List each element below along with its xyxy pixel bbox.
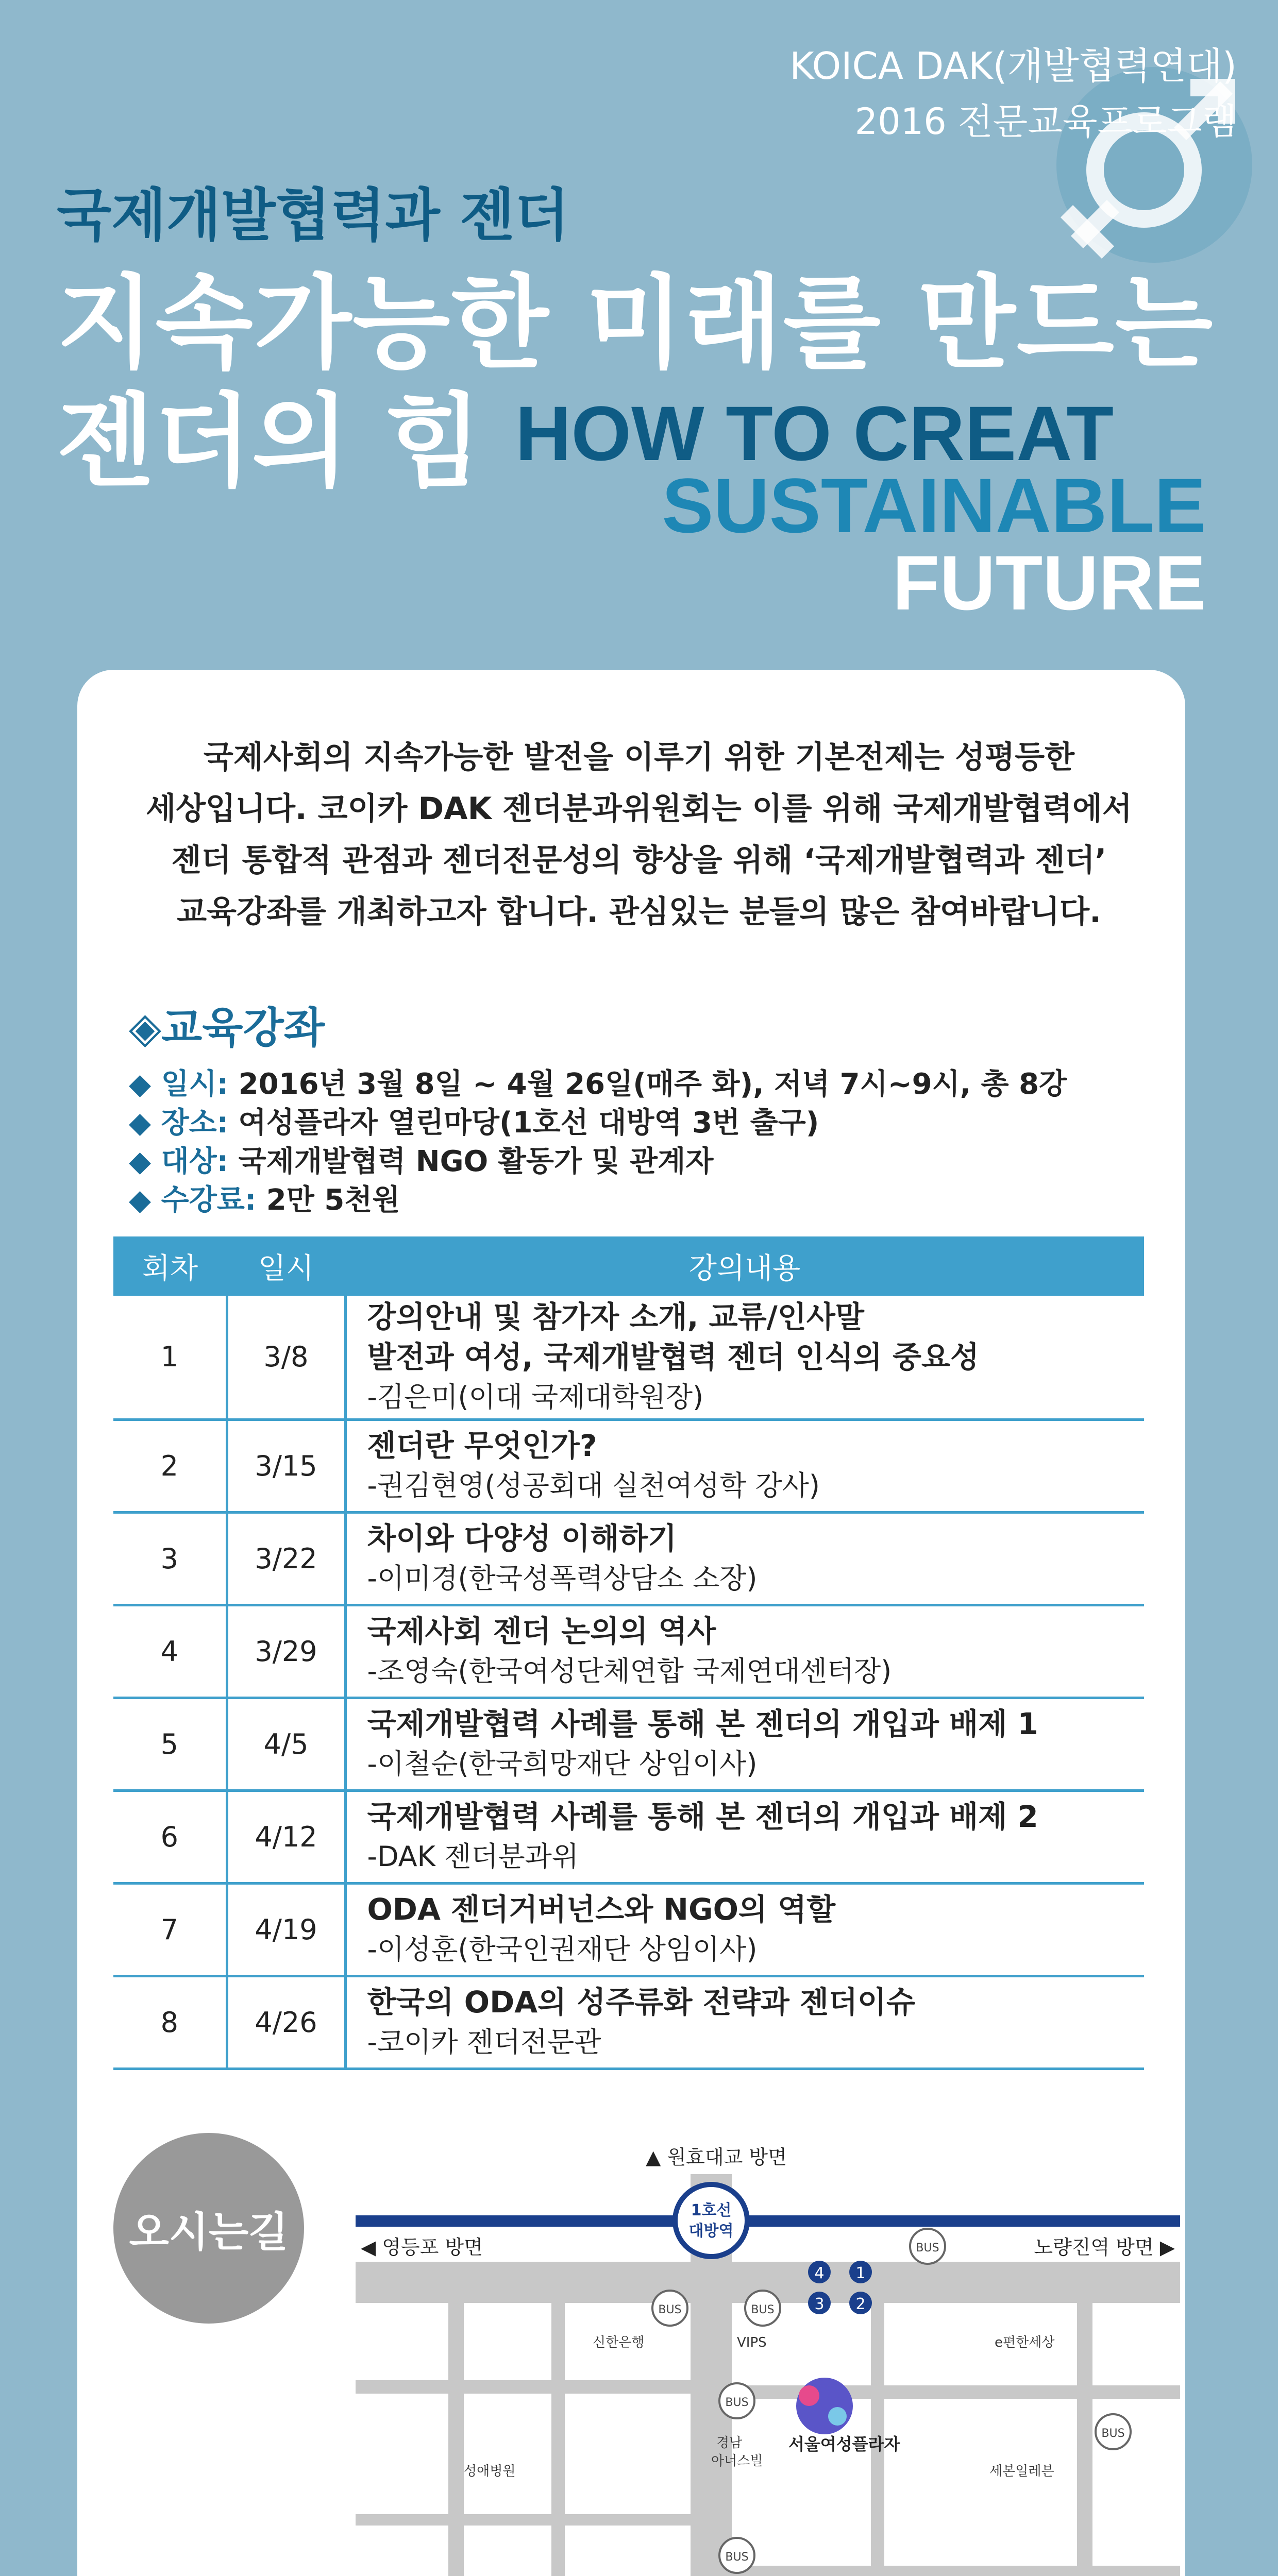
exit-number: 3 <box>814 2295 825 2313</box>
session-content <box>345 1790 1144 1883</box>
bus-stop-icon <box>652 2291 687 2326</box>
session-content <box>345 1698 1144 1790</box>
session-instructor: -이철순(한국희망재단 상임이사) <box>367 1748 758 1780</box>
session-date: 4/5 <box>227 1698 345 1790</box>
intro-line: 교육강좌를 개최하고자 합니다. 관심있는 분들의 많은 참여바랍니다. <box>177 894 1101 930</box>
table-row <box>113 1512 1144 1605</box>
column-header: 회차 <box>113 1236 227 1296</box>
organization-name: KOICA DAK(개발협력연대) <box>789 44 1237 88</box>
session-content <box>345 1512 1144 1605</box>
session-date: 4/26 <box>227 1976 345 2069</box>
table-row <box>113 1296 1144 1419</box>
session-title: 차이와 다양성 이해하기 <box>367 1521 677 1556</box>
location-map <box>356 2143 1180 2576</box>
session-instructor: -이성훈(한국인권재단 상임이사) <box>367 1933 758 1965</box>
headline-line-1: 지속가능한 미래를 만드는 <box>57 265 1214 382</box>
session-title: 젠더란 무엇인가? <box>367 1428 597 1463</box>
intro-line: 젠더 통합적 관점과 젠더전문성의 향상을 위해 ‘국제개발협력과 젠더’ <box>171 842 1107 878</box>
map-place: 성애병원 <box>464 2464 516 2479</box>
table-header-row <box>113 1236 1144 1296</box>
map-place: 아너스빌 <box>711 2453 763 2469</box>
exit-number: 4 <box>814 2264 825 2282</box>
session-title: 국제개발협력 사례를 통해 본 젠더의 개입과 배제 1 <box>367 1706 1038 1741</box>
poster-subtitle: 국제개발협력과 젠더 <box>57 182 569 248</box>
intro-line: 세상입니다. 코이카 DAK 젠더분과위원회는 이를 위해 국제개발협력에서 <box>146 791 1132 827</box>
info-fee <box>129 1177 400 1218</box>
info-value: 여성플라자 열린마당(1호선 대방역 3번 출구) <box>238 1106 819 1140</box>
map-place: VIPS <box>737 2335 767 2350</box>
table-row <box>113 1976 1144 2069</box>
session-title: 국제사회 젠더 논의의 역사 <box>367 1614 716 1649</box>
svg-text:BUS: BUS <box>1101 2427 1125 2440</box>
station-name-label: 대방역 <box>688 2222 734 2240</box>
session-number: 2 <box>113 1419 227 1512</box>
session-title-2: 발전과 여성, 국제개발협력 젠더 인식의 중요성 <box>367 1339 980 1375</box>
table-row <box>113 1605 1144 1698</box>
info-place <box>129 1100 819 1141</box>
course-section-title: ◈교육강좌 <box>129 1004 325 1053</box>
west-direction-label: ◀ 영등포 방면 <box>361 2236 483 2259</box>
session-number: 1 <box>113 1296 227 1419</box>
map-place: 세본일레븐 <box>989 2464 1054 2479</box>
info-date <box>129 1061 1067 1103</box>
session-content <box>345 1976 1144 2069</box>
session-date: 4/12 <box>227 1790 345 1883</box>
session-content <box>345 1883 1144 1976</box>
session-number: 7 <box>113 1883 227 1976</box>
map-place: e편한세상 <box>995 2335 1055 2350</box>
session-instructor: -조영숙(한국여성단체연합 국제연대센터장) <box>367 1655 892 1687</box>
session-content <box>345 1419 1144 1512</box>
info-value: 2만 5천원 <box>266 1183 400 1217</box>
session-date: 3/15 <box>227 1419 345 1512</box>
table-row <box>113 1790 1144 1883</box>
session-instructor: -김은미(이대 국제대학원장) <box>367 1380 704 1413</box>
subway-line <box>356 2215 1180 2227</box>
bus-stop-icon <box>1096 2414 1131 2449</box>
english-title-line-3: FUTURE <box>892 539 1206 626</box>
session-number: 4 <box>113 1605 227 1698</box>
session-number: 5 <box>113 1698 227 1790</box>
svg-text:BUS: BUS <box>725 2551 749 2564</box>
bus-stop-icon <box>719 2383 754 2418</box>
north-direction-label: ▲ 원효대교 방면 <box>646 2146 787 2168</box>
diamond-bullet-icon: ◆ <box>129 1106 152 1140</box>
session-date: 3/29 <box>227 1605 345 1698</box>
svg-text:BUS: BUS <box>751 2303 775 2316</box>
info-label: 일시: <box>161 1067 229 1101</box>
table-row <box>113 1883 1144 1976</box>
info-value: 국제개발협력 NGO 활동가 및 관계자 <box>238 1145 714 1178</box>
session-date: 3/22 <box>227 1512 345 1605</box>
info-label: 대상: <box>161 1145 229 1178</box>
svg-text:BUS: BUS <box>725 2396 749 2409</box>
info-label: 수강료: <box>161 1183 257 1217</box>
intro-text <box>113 732 1165 938</box>
bus-stop-icon <box>745 2291 780 2326</box>
diamond-bullet-icon: ◆ <box>129 1183 152 1217</box>
session-content <box>345 1605 1144 1698</box>
english-title-line-2: SUSTAINABLE <box>662 462 1206 549</box>
session-instructor: -DAK 젠더분과위 <box>367 1840 579 1873</box>
east-direction-label: 노량진역 방면 ▶ <box>1034 2236 1175 2259</box>
session-title: ODA 젠더거버넌스와 NGO의 역할 <box>367 1892 836 1927</box>
session-instructor: -권김현영(성공회대 실천여성학 강사) <box>367 1469 820 1502</box>
info-label: 장소: <box>161 1106 229 1140</box>
station-icon <box>675 2184 747 2257</box>
intro-line: 국제사회의 지속가능한 발전을 이루기 위한 기본전제는 성평등한 <box>203 739 1075 775</box>
column-header: 강의내용 <box>345 1236 1144 1296</box>
info-target <box>129 1139 713 1180</box>
station-line-label: 1호선 <box>691 2201 732 2219</box>
svg-text:BUS: BUS <box>658 2303 682 2316</box>
table-row <box>113 1698 1144 1790</box>
session-instructor: -코이카 젠더전문관 <box>367 2026 601 2058</box>
headline-line-2: 젠더의 힘 <box>57 383 482 501</box>
session-date: 3/8 <box>227 1296 345 1419</box>
session-title: 한국의 ODA의 성주류화 전략과 젠더이슈 <box>367 1985 916 2020</box>
session-number: 3 <box>113 1512 227 1605</box>
schedule-table <box>113 1236 1144 2070</box>
session-instructor: -이미경(한국성폭력상담소 소장) <box>367 1562 758 1595</box>
session-title: 국제개발협력 사례를 통해 본 젠더의 개입과 배제 2 <box>367 1799 1038 1834</box>
program-name: 2016 전문교육프로그램 <box>854 100 1237 143</box>
women-plaza-logo-icon <box>796 2378 853 2434</box>
session-title: 강의안내 및 참가자 소개, 교류/인사말 <box>367 1299 864 1334</box>
table-row <box>113 1419 1144 1512</box>
session-number: 8 <box>113 1976 227 2069</box>
diamond-bullet-icon: ◆ <box>129 1067 152 1101</box>
exit-number: 2 <box>855 2295 866 2313</box>
bus-stop-icon <box>910 2229 945 2264</box>
map-place: 신한은행 <box>593 2335 645 2350</box>
map-place: 경남 <box>716 2435 743 2451</box>
column-header: 일시 <box>227 1236 345 1296</box>
svg-text:BUS: BUS <box>916 2242 939 2255</box>
info-value: 2016년 3월 8일 ~ 4월 26일(매주 화), 저녁 7시~9시, 총 8강 <box>238 1067 1067 1101</box>
session-content <box>345 1296 1144 1419</box>
exit-number: 1 <box>855 2264 866 2282</box>
bus-stop-icon <box>719 2538 754 2573</box>
english-title-line-1: HOW TO CREAT <box>515 390 1114 477</box>
session-number: 6 <box>113 1790 227 1883</box>
diamond-bullet-icon: ◆ <box>129 1145 152 1178</box>
directions-badge: 오시는길 <box>113 2133 304 2324</box>
map-place-destination: 서울여성플라자 <box>788 2434 900 2454</box>
session-date: 4/19 <box>227 1883 345 1976</box>
